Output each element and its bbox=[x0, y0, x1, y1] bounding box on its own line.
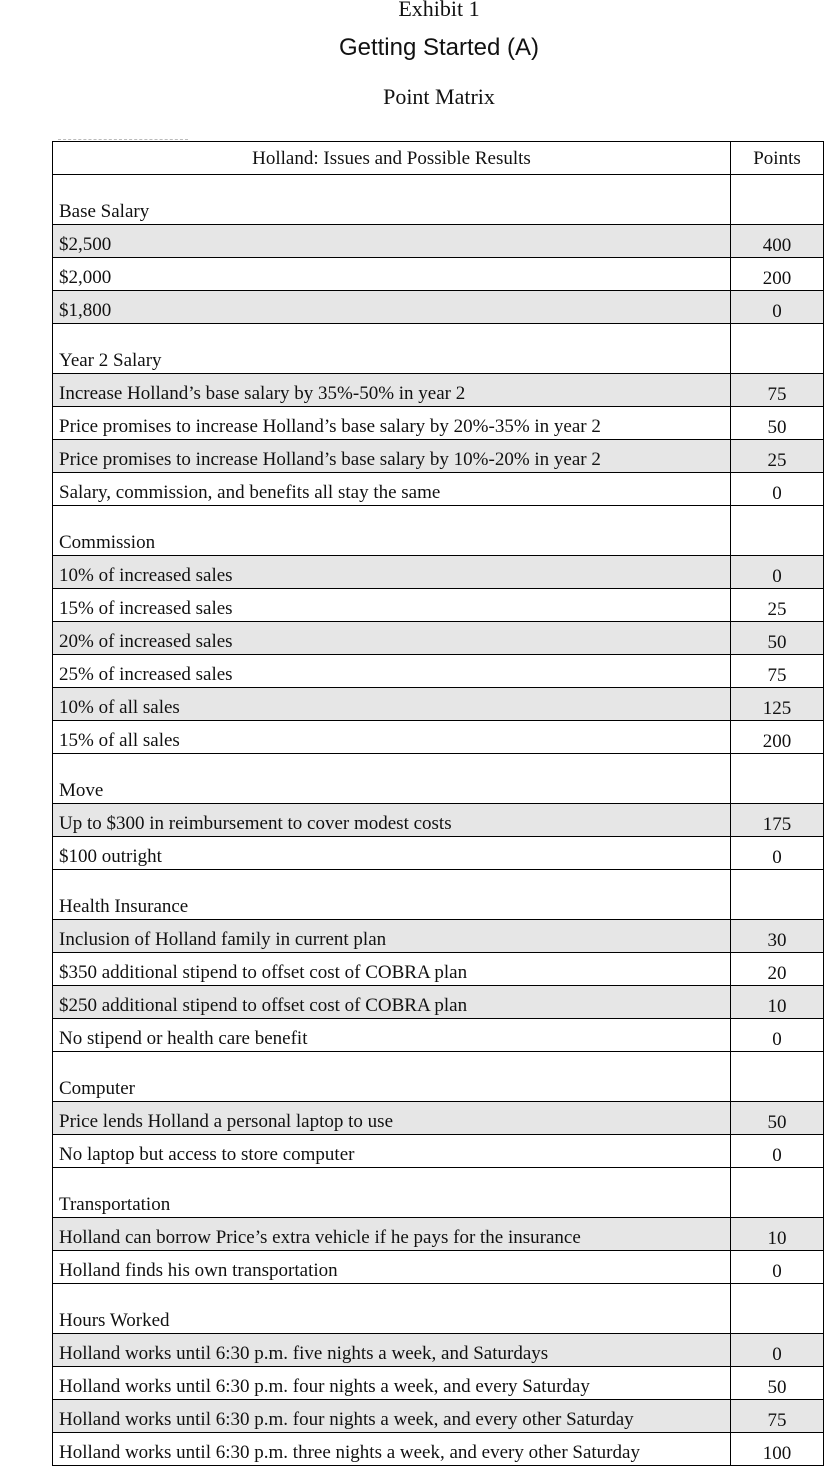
option-points: 25 bbox=[731, 440, 824, 473]
option-points: 0 bbox=[731, 291, 824, 324]
table-row bbox=[53, 374, 824, 407]
category-label: Base Salary bbox=[53, 175, 731, 225]
option-label: 15% of all sales bbox=[53, 721, 731, 754]
category-row bbox=[53, 754, 824, 804]
table-row bbox=[53, 1433, 824, 1466]
category-label: Move bbox=[53, 754, 731, 804]
category-label: Year 2 Salary bbox=[53, 324, 731, 374]
category-label: Computer bbox=[53, 1052, 731, 1102]
table-row bbox=[53, 721, 824, 754]
category-label: Hours Worked bbox=[53, 1284, 731, 1334]
option-label: $350 additional stipend to offset cost of COBRA plan bbox=[53, 953, 731, 986]
option-points: 10 bbox=[731, 1218, 824, 1251]
option-label: $2,000 bbox=[53, 258, 731, 291]
category-row bbox=[53, 870, 824, 920]
table-row bbox=[53, 589, 824, 622]
option-points: 50 bbox=[731, 1367, 824, 1400]
column-header-issue: Holland: Issues and Possible Results bbox=[53, 142, 731, 175]
category-row bbox=[53, 506, 824, 556]
table-row bbox=[53, 986, 824, 1019]
table-row bbox=[53, 225, 824, 258]
option-points: 0 bbox=[731, 837, 824, 870]
option-label: Holland works until 6:30 p.m. three nights a week, and every other Saturday bbox=[53, 1433, 731, 1466]
option-points: 175 bbox=[731, 804, 824, 837]
option-label: Price lends Holland a personal laptop to use bbox=[53, 1102, 731, 1135]
category-row bbox=[53, 324, 824, 374]
option-points: 75 bbox=[731, 655, 824, 688]
option-label: No laptop but access to store computer bbox=[53, 1135, 731, 1168]
option-points: 100 bbox=[731, 1433, 824, 1466]
option-points: 0 bbox=[731, 473, 824, 506]
table-row bbox=[53, 1135, 824, 1168]
category-row bbox=[53, 1168, 824, 1218]
option-points: 0 bbox=[731, 556, 824, 589]
option-points: 50 bbox=[731, 407, 824, 440]
option-points: 400 bbox=[731, 225, 824, 258]
option-points: 125 bbox=[731, 688, 824, 721]
option-points: 50 bbox=[731, 622, 824, 655]
option-label: Salary, commission, and benefits all stay the same bbox=[53, 473, 731, 506]
option-label: Price promises to increase Holland’s base salary by 10%-20% in year 2 bbox=[53, 440, 731, 473]
table-row bbox=[53, 837, 824, 870]
point-matrix-table bbox=[52, 141, 824, 1466]
category-label: Health Insurance bbox=[53, 870, 731, 920]
option-label: 10% of increased sales bbox=[53, 556, 731, 589]
option-label: Inclusion of Holland family in current plan bbox=[53, 920, 731, 953]
table-row bbox=[53, 291, 824, 324]
option-points: 200 bbox=[731, 721, 824, 754]
table-row bbox=[53, 1251, 824, 1284]
option-label: $1,800 bbox=[53, 291, 731, 324]
option-points: 0 bbox=[731, 1019, 824, 1052]
table-row bbox=[53, 655, 824, 688]
option-label: Holland works until 6:30 p.m. four nights a week, and every Saturday bbox=[53, 1367, 731, 1400]
category-label: Transportation bbox=[53, 1168, 731, 1218]
category-points-cell bbox=[731, 506, 824, 556]
category-points-cell bbox=[731, 870, 824, 920]
table-row bbox=[53, 622, 824, 655]
option-points: 20 bbox=[731, 953, 824, 986]
case-title: Getting Started (A) bbox=[338, 34, 540, 61]
option-label: Price promises to increase Holland’s base salary by 20%-35% in year 2 bbox=[53, 407, 731, 440]
table-row bbox=[53, 953, 824, 986]
divider bbox=[58, 139, 188, 140]
category-label: Commission bbox=[53, 506, 731, 556]
table-row bbox=[53, 556, 824, 589]
option-points: 25 bbox=[731, 589, 824, 622]
option-label: 10% of all sales bbox=[53, 688, 731, 721]
option-label: Holland finds his own transportation bbox=[53, 1251, 731, 1284]
option-points: 75 bbox=[731, 1400, 824, 1433]
option-points: 0 bbox=[731, 1251, 824, 1284]
option-label: Holland can borrow Price’s extra vehicle if he pays for the insurance bbox=[53, 1218, 731, 1251]
table-row bbox=[53, 1400, 824, 1433]
category-row bbox=[53, 1284, 824, 1334]
table-row bbox=[53, 1102, 824, 1135]
option-points: 75 bbox=[731, 374, 824, 407]
table-row bbox=[53, 920, 824, 953]
column-header-points: Points bbox=[731, 142, 824, 175]
option-label: 25% of increased sales bbox=[53, 655, 731, 688]
option-points: 10 bbox=[731, 986, 824, 1019]
option-label: $100 outright bbox=[53, 837, 731, 870]
option-points: 30 bbox=[731, 920, 824, 953]
table-row bbox=[53, 473, 824, 506]
table-body bbox=[53, 142, 824, 1466]
category-points-cell bbox=[731, 175, 824, 225]
table-row bbox=[53, 688, 824, 721]
option-label: No stipend or health care benefit bbox=[53, 1019, 731, 1052]
table-row bbox=[53, 1019, 824, 1052]
table-row bbox=[53, 1334, 824, 1367]
table-header-row bbox=[53, 142, 824, 175]
table-row bbox=[53, 258, 824, 291]
category-points-cell bbox=[731, 754, 824, 804]
category-points-cell bbox=[731, 1168, 824, 1218]
option-label: Increase Holland’s base salary by 35%-50% in year 2 bbox=[53, 374, 731, 407]
option-points: 200 bbox=[731, 258, 824, 291]
option-label: Holland works until 6:30 p.m. five nights a week, and Saturdays bbox=[53, 1334, 731, 1367]
category-points-cell bbox=[731, 1052, 824, 1102]
category-points-cell bbox=[731, 324, 824, 374]
option-points: 0 bbox=[731, 1334, 824, 1367]
page-title: Point Matrix bbox=[383, 84, 495, 109]
option-points: 0 bbox=[731, 1135, 824, 1168]
table-row bbox=[53, 407, 824, 440]
option-label: $250 additional stipend to offset cost of COBRA plan bbox=[53, 986, 731, 1019]
option-label: $2,500 bbox=[53, 225, 731, 258]
option-label: Up to $300 in reimbursement to cover modest costs bbox=[53, 804, 731, 837]
table-row bbox=[53, 1367, 824, 1400]
category-points-cell bbox=[731, 1284, 824, 1334]
exhibit-label: Exhibit 1 bbox=[398, 0, 480, 21]
table-row bbox=[53, 804, 824, 837]
option-label: 20% of increased sales bbox=[53, 622, 731, 655]
table-row bbox=[53, 440, 824, 473]
category-row bbox=[53, 175, 824, 225]
option-label: 15% of increased sales bbox=[53, 589, 731, 622]
table-row bbox=[53, 1218, 824, 1251]
category-row bbox=[53, 1052, 824, 1102]
option-points: 50 bbox=[731, 1102, 824, 1135]
option-label: Holland works until 6:30 p.m. four nights a week, and every other Saturday bbox=[53, 1400, 731, 1433]
